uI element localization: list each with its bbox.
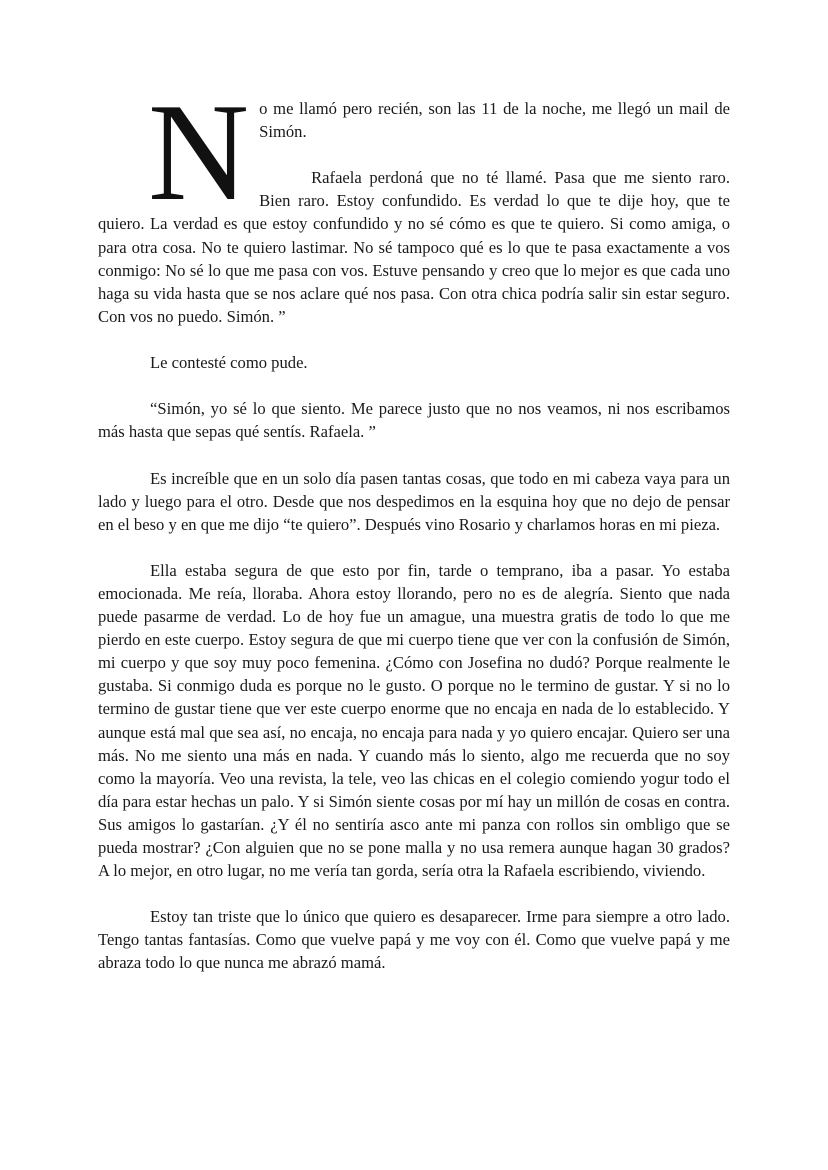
paragraph-sad: Estoy tan triste que lo único que quiero es desaparecer. Irme para siempre a otro lado. Tengo tantas fantasías. Como que vuelve papá y me voy con él. Como que vuelve papá y me abraza todo lo que nunca me abrazó mamá. [98,907,730,973]
drop-cap: N [148,75,250,230]
paragraph-simon-mail: Rafaela perdoná que no té llamé. Pasa que me siento raro. Bien raro. Estoy confundido. Es verdad lo que te dije hoy, que te quiero. La verdad es que estoy confundido y no sé cómo es que te quiero. Si como amiga, o para otra cosa. No te quiero lastimar. No sé tampoco qué es lo que te pasa exactamente a vos conmigo: No sé lo que me pasa con vos. Estuve pensando y creo que lo mejor es que cada uno haga su vida hasta que se nos aclare qué nos pasa. Con otra chica podría salir sin estar seguro. Con vos no puedo. Simón. ” [98,168,730,326]
paragraph-reply-intro: Le contesté como pude. [150,353,308,373]
document-page [98,75,730,998]
paragraph-reply: “Simón, yo sé lo que siento. Me parece justo que no nos veamos, ni nos escribamos más hasta que sepas qué sentís. Rafaela. ” [98,399,730,442]
paragraph-opening: o me llamó pero recién, son las 11 de la noche, me llegó un mail de Simón. [259,99,730,142]
paragraph-rosario: Ella estaba segura de que esto por fin, tarde o temprano, iba a pasar. Yo estaba emocionada. Me reía, lloraba. Ahora estoy llorando, pero no es de alegría. Siento que nada puede pasarme de verdad. Lo de hoy fue un amague, una muestra gratis de todo lo que me pierdo en este cuerpo. Estoy segura de que mi cuerpo tiene que ver con la confusión de Simón, mi cuerpo y que soy muy poco femenina. ¿Cómo con Josefina no dudó? Porque realmente le gustaba. Si conmigo duda es porque no le gusto. O porque no le termino de gustar. Y si no lo termino de gustar tiene que ver este cuerpo enorme que no encaja en nada de lo establecido. Y aunque está mal que sea así, no encaja, no encaja para nada y yo quiero encajar. Quiero ser una más. No me siento una más en nada. Y cuando más lo siento, algo me recuerda que no soy como la mayoría. Veo una revista, la tele, veo las chicas en el colegio comiendo yogur todo el día para estar hechas un palo. Y si Simón siente cosas por mí hay un millón de cosas en contra. Sus amigos lo gastarían. ¿Y él no sentiría asco ante mi panza con rollos sin ombligo que se pueda mostrar? ¿Con alguien que no se pone malla y no usa remera aunque hagan 30 grados? A lo mejor, en otro lugar, no me vería tan gorda, sería otra la Rafaela escribiendo, viviendo. [98,560,730,881]
opening-section [98,75,730,328]
paragraph-incredible-day: Es increíble que en un solo día pasen tantas cosas, que todo en mi cabeza vaya para un lado y luego para el otro. Desde que nos despedimos en la esquina hoy que no dejo de pensar en el beso y en que me dijo “te quiero”. Después vino Rosario y charlamos horas en mi pieza. [98,468,730,534]
